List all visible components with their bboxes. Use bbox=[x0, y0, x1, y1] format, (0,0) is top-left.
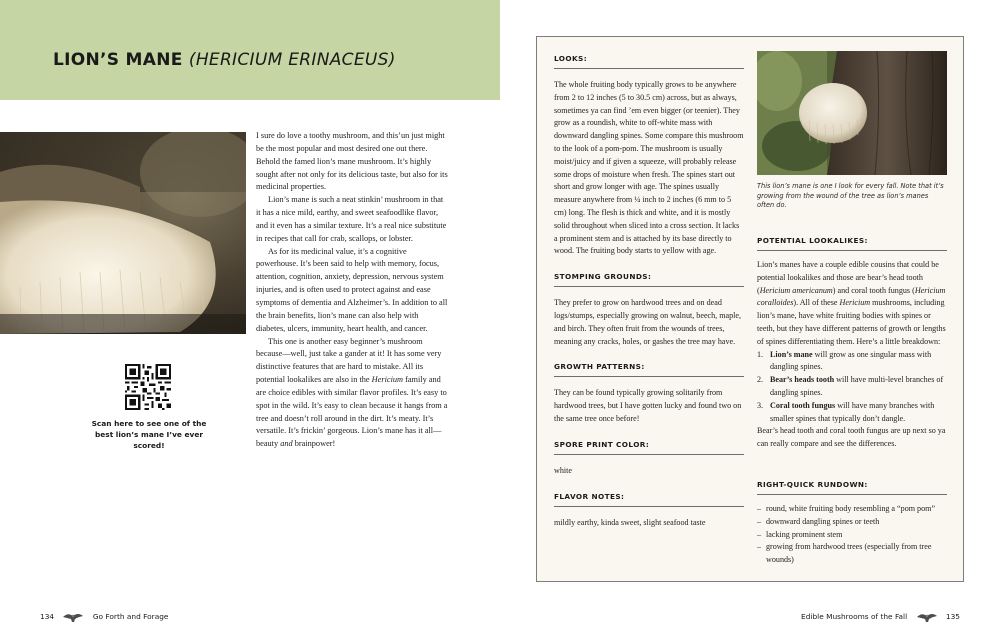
qr-caption: Scan here to see one of the best lion’s mane I’ve ever scored! bbox=[91, 419, 207, 450]
qr-code[interactable] bbox=[125, 364, 171, 410]
spore-print-text: white bbox=[554, 465, 572, 475]
rundown-heading: RIGHT-QUICK RUNDOWN: bbox=[757, 480, 947, 495]
body-p4-italic: Hericium bbox=[371, 375, 404, 385]
list-number: 3. bbox=[757, 400, 764, 410]
rundown-item: downward dangling spines or teeth bbox=[766, 516, 880, 526]
flavor-notes-text: mildly earthy, kinda sweet, slight seafood taste bbox=[554, 517, 706, 527]
body-p4-part: brainpower! bbox=[292, 439, 336, 449]
lookalikes-outro: Bear’s head tooth and coral tooth fungus are up next so ya can really compare and see the differences. bbox=[757, 426, 946, 449]
lookalikes-list bbox=[757, 349, 947, 426]
page-number-right: 135 bbox=[945, 612, 960, 621]
list-item bbox=[757, 349, 947, 375]
rundown-item: growing from hardwood trees (especially from tree wounds) bbox=[766, 542, 932, 565]
lookalikes-intro-part: mushrooms, including lion’s mane, have white fruiting bodies with spines or teeth, but they have different patterns of growth or lengths of spines differentiating them. Here’s a little breakdown: bbox=[757, 298, 946, 346]
rundown-list bbox=[757, 503, 947, 567]
growth-patterns-heading: GROWTH PATTERNS: bbox=[554, 362, 744, 377]
lookalikes-intro-part: ). All of these bbox=[793, 298, 840, 308]
page-number-left: 134 bbox=[40, 612, 55, 621]
running-title-left: Go Forth and Forage bbox=[92, 612, 169, 621]
lions-mane-photo bbox=[0, 132, 246, 334]
list-number: 2. bbox=[757, 375, 764, 385]
lookalike-name: Coral tooth fungus bbox=[770, 400, 836, 410]
footer-left bbox=[40, 611, 168, 623]
list-item bbox=[757, 400, 947, 426]
sidebar-left-column bbox=[554, 37, 744, 529]
spore-print-heading: SPORE PRINT COLOR: bbox=[554, 440, 744, 455]
title-common-name: LION’S MANE bbox=[53, 50, 183, 70]
lookalikes-intro bbox=[757, 259, 947, 349]
looks-text: The whole fruiting body typically grows to be anywhere from 2 to 12 inches (5 to 30.5 cm) across, but as always, sometimes ya can find ’em even bigger (or teenier). They grow as a roundish, white to off-white mass with downward dangling spines. Some compare this mushroom to the look of a pom-pom. The mushroom is usually moist/juicy and if given a squeeze, will probably release some drops of moisture when fresh. The spines start out short and grow longer with age. The spines usually measure anywhere from ¼ inch to 2 inches (6 mm to 5 cm) long. The flesh is thick and white, and it is mostly solid throughout when sliced into a cross section. It lacks a prominent stem and is attached by its base directly to wood. The fruiting body starts to yellow with age. bbox=[554, 80, 744, 256]
list-item bbox=[757, 374, 947, 400]
lookalikes-heading: POTENTIAL LOOKALIKES: bbox=[757, 236, 947, 251]
body-paragraph-2: Lion’s mane is such a neat stinkin’ mushroom in that it has a nice mild, earthy, and sweet seafoodlike flavor, and it even has a similar texture. It’s a real nice substitute in recipes that call for crab, scallops, or lobster. bbox=[256, 195, 447, 243]
dash-bullet: – bbox=[757, 504, 762, 513]
lookalikes-intro-part: Lion’s manes have a couple edible cousins that could be potential lookalikes and those are bear’s head tooth ( bbox=[757, 260, 939, 295]
fact-sidebar bbox=[536, 36, 964, 582]
lookalike-desc: will grow as one singular mass with dangling spines. bbox=[770, 349, 932, 372]
body-paragraph-1: I sure do love a toothy mushroom, and this’un just might be the most popular and most desired one out there. Behold the famed lion’s mane mushroom. It’s highly sought after not only for its delicious taste, but also for its medicinal properties. bbox=[256, 131, 448, 192]
lookalike-desc: will have multi-level branches of dangling spines. bbox=[770, 375, 944, 397]
body-p4-part: This one is another easy beginner’s mushroom because—well, just take a gander at it! It has some very distinctive features that are hard to mistake. All its potential lookalikes are also in the bbox=[256, 336, 442, 385]
running-title-right: Edible Mushrooms of the Fall bbox=[801, 612, 908, 621]
dash-bullet: – bbox=[757, 529, 762, 539]
lookalike-desc: will have many branches with smaller spines that typically don’t dangle. bbox=[770, 400, 935, 423]
rundown-item: lacking prominent stem bbox=[766, 529, 843, 539]
stomping-grounds-text: They prefer to grow on hardwood trees and on dead logs/stumps, especially growing on walnut, beech, maple, and birch. They often fruit from the wounds of trees, meaning any cracks, holes, or gashes the tree may have. bbox=[554, 298, 742, 346]
lookalike-name: Lion’s mane bbox=[770, 349, 813, 359]
lookalikes-intro-italic: Hericium coralloides bbox=[757, 285, 946, 308]
footer-right bbox=[801, 611, 960, 623]
lookalikes-intro-part: ) and coral tooth fungus ( bbox=[832, 285, 915, 295]
body-paragraph-4 bbox=[256, 336, 448, 452]
list-item bbox=[757, 529, 947, 542]
looks-heading: LOOKS: bbox=[554, 54, 744, 69]
growth-patterns-text: They can be found typically growing solitarily from hardwood trees, but I have gotten lucky and found two on the same tree once before! bbox=[554, 388, 742, 423]
photo-caption: This lion’s mane is one I look for every fall. Note that it’s growing from the wound of the tree as lion’s manes often do. bbox=[757, 182, 944, 210]
title-latin-name: (HERICIUM ERINACEUS) bbox=[188, 50, 396, 70]
list-number: 1. bbox=[757, 349, 764, 359]
list-item bbox=[757, 516, 947, 529]
lookalike-name: Bear’s heads tooth bbox=[770, 375, 835, 385]
list-item bbox=[757, 541, 947, 567]
page-title bbox=[53, 50, 396, 70]
bird-icon bbox=[916, 611, 938, 623]
body-p4-part: family and are choice edibles with similar flavor profiles. It’s easy to spot in the wild. It’s easy to clean because it hangs from a tree and doesn’t roll around in the dirt. It’s meaty. It’s versatile. It’s frickin’ gorgeous. Lion’s mane has it all—beauty bbox=[256, 375, 448, 449]
body-text bbox=[256, 130, 448, 451]
lions-mane-tree-photo bbox=[757, 51, 947, 175]
body-p4-italic: and bbox=[280, 439, 293, 449]
flavor-notes-heading: FLAVOR NOTES: bbox=[554, 492, 744, 507]
dash-bullet: – bbox=[757, 542, 762, 552]
stomping-grounds-heading: STOMPING GROUNDS: bbox=[554, 272, 744, 287]
list-item bbox=[757, 503, 947, 516]
dash-bullet: – bbox=[757, 516, 762, 526]
lookalikes-section bbox=[757, 259, 947, 451]
lookalikes-intro-italic: Hericium americanum bbox=[759, 285, 833, 295]
body-paragraph-3: As for its medicinal value, it’s a cognitive powerhouse. It’s been said to help with memory, focus, attention, cognition, anxiety, depression, nervous system injuries, and is often used to protect against and ease symptoms of dementia and Alzheimer’s. In addition to all the brain benefits, lion’s mane can also help with diabetes, ulcers, immunity, heart health, and cancer. bbox=[256, 246, 448, 333]
lookalikes-intro-italic: Hericium bbox=[839, 298, 871, 308]
rundown-item: round, white fruiting body resembling a “pom pom” bbox=[766, 504, 936, 513]
bird-icon bbox=[62, 611, 84, 623]
